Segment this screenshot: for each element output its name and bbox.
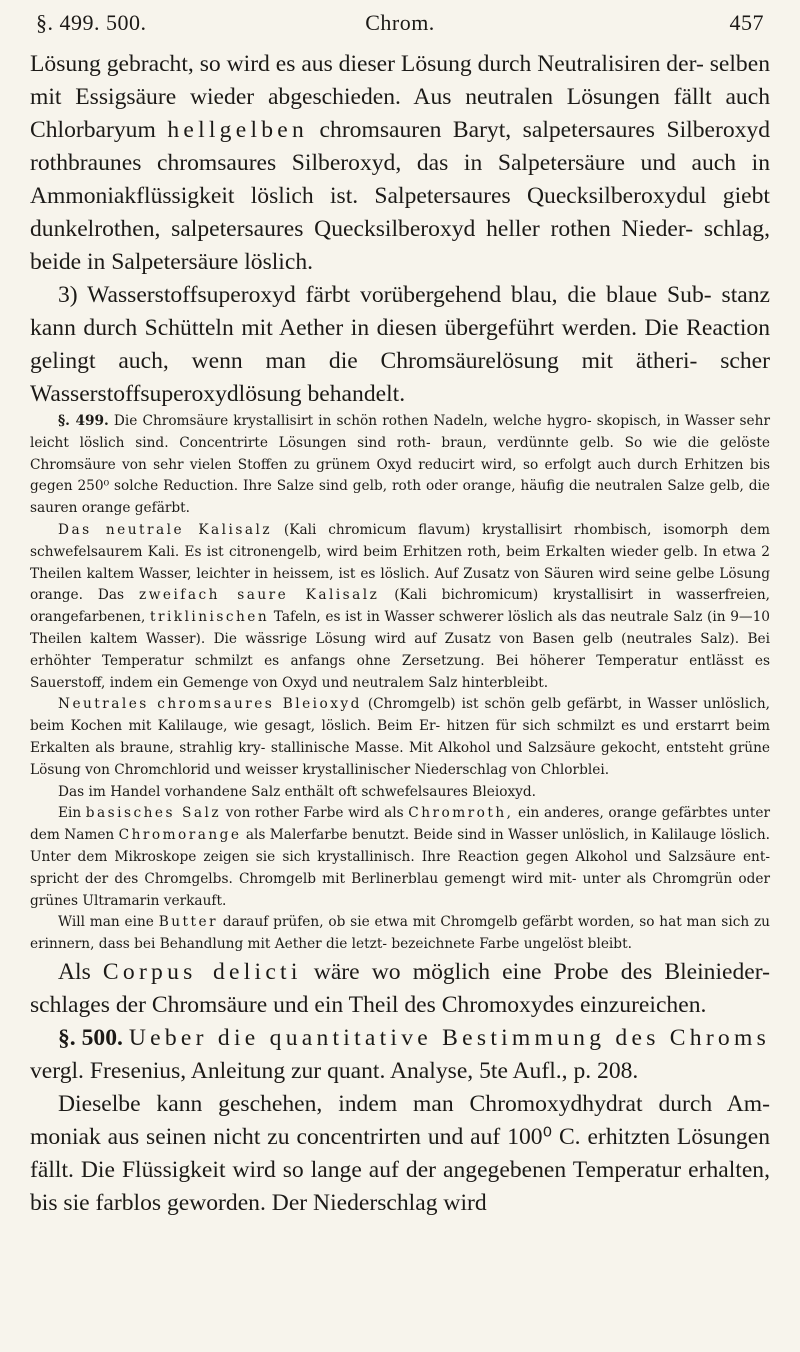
section-499-intro: §. 499. Die Chromsäure krystallisirt in schön rothen Nadeln, welche hygro- skopisch, in Wasser sehr leicht löslich sind. Concentrirte Lösungen sind roth- braun, verdünnte gelb. So wie die gelöste Chromsäure von sehr vielen Stoffen zu grünem Oxyd reducirt wird, so erfolgt auch durch Erhitzen bis gegen 250⁰ solche Reduction. Ihre Salze sind gelb, roth oder orange, häufig die neutralen Salze gelb, die sauren orange gefärbt.	[30, 413, 770, 517]
paragraph-butter: Will man eine Butter darauf prüfen, ob sie etwa mit Chromgelb gefärbt worden, so hat man sich zu erinnern, dass bei Behandlung mit Aether die letzt- bezeichnete Farbe ungelöst bleibt.	[30, 914, 770, 953]
header-page-number: 457	[729, 10, 764, 35]
paragraph-chromoxydhydrat: Dieselbe kann geschehen, indem man Chromoxydhydrat durch Am- moniak aus seinen nicht zu concentrirten und auf 100⁰ C. erhitzten Lösungen fällt. Die Flüssigkeit wird so lange auf der angegebenen Temperatur erhalten, bis sie farblos geworden. Der Niederschlag wird	[30, 1090, 770, 1216]
header-section-numbers: §. 499. 500.	[36, 10, 147, 35]
paragraph-kalisalz: Das neutrale Kalisalz (Kali chromicum flavum) krystallisirt rhombisch, isomorph dem schwefelsaurem Kali. Es ist citronengelb, wird beim Erhitzen roth, beim Erkalten wieder gelb. In etwa 2 Theilen kaltem Wasser, leichter in heissem, ist es löslich. Auf Zusatz von Säuren wird seine gelbe Lösung orange. Das zweifach saure Kalisalz (Kali bichromicum) krystallisirt in wasserfreien, orangefarbenen, triklinischen Tafeln, es ist in Wasser schwerer löslich als das neutrale Salz (in 9—10 Theilen kaltem Wasser). Die wässrige Lösung wird auf Zusatz von Basen gelb (neutrales Salz). Bei erhöhter Temperatur schmilzt es anfangs ohne Zersetzung. Bei höherer Temperatur entlässt es Sauerstoff, indem ein Gemenge von Oxyd und neutralem Salz hinterbleibt.	[30, 521, 771, 691]
paragraph-basisches-salz: Ein basisches Salz von rother Farbe wird als Chromroth, ein anderes, orange gefärbtes unter dem Namen Chromorange als Malerfarbe benutzt. Beide sind in Wasser unlöslich, in Kalilauge löslich. Unter dem Mikroskope zeigen sie sich krystallinisch. Ihre Reaction gegen Alkohol und Salzsäure ent- spricht der des Chromgelbs. Chromgelb mit Berlinerblau gemengt wird mit- unter als Chromgrün oder grünes Ultramarin verkauft.	[30, 805, 771, 909]
paragraph-handel: Das im Handel vorhandene Salz enthält oft schwefelsaures Bleioxyd.	[58, 783, 537, 800]
paragraph-wasserstoffsuperoxyd: 3) Wasserstoffsuperoxyd färbt vorübergehend blau, die blaue Sub- stanz kann durch Schütteln mit Aether in diesen übergeführt werden. Die Reaction gelingt auch, wenn man die Chromsäurelösung mit ätheri- scher Wasserstoffsuperoxydlösung behandelt.	[30, 282, 770, 407]
paragraph-corpus-delicti: Als Corpus delicti wäre wo möglich eine Probe des Bleinieder- schlages der Chromsäure und ein Theil des Chromoxydes einzureichen.	[30, 958, 771, 1018]
header-chapter-title: Chrom.	[365, 10, 435, 35]
paragraph-loesung: Lösung gebracht, so wird es aus dieser Lösung durch Neutralisiren der- selben mit Essigsäure wieder abgeschieden. Aus neutralen Lösungen fällt auch Chlorbaryum hellgelben chromsauren Baryt, salpetersaures Silberoxyd rothbraunes chromsaures Silberoxyd, das in Salpetersäure und auch in Ammoniakflüssigkeit löslich ist. Salpetersaures Quecksilberoxydul giebt dunkelrothen, salpetersaures Quecksilberoxyd heller rothen Nieder- schlag, beide in Salpetersäure löslich.	[30, 51, 771, 275]
paragraph-bleioxyd: Neutrales chromsaures Bleioxyd (Chromgelb) ist schön gelb gefärbt, in Wasser unlöslich, beim Kochen mit Kalilauge, wie gesagt, löslich. Beim Er- hitzen für sich schmilzt es und erstarrt beim Erkalten als braune, strahlig kry- stallinische Masse. Mit Alkohol und Salzsäure gekocht, entsteht grüne Lösung von Chromchlorid und weisser krystallinischer Niederschlag von Chlorblei.	[30, 696, 770, 778]
running-header	[30, 6, 770, 48]
section-500-heading: §. 500. Ueber die quantitative Bestimmung des Chroms vergl. Fresenius, Anleitung zur quant. Analyse, 5te Aufl., p. 208.	[30, 1024, 771, 1084]
